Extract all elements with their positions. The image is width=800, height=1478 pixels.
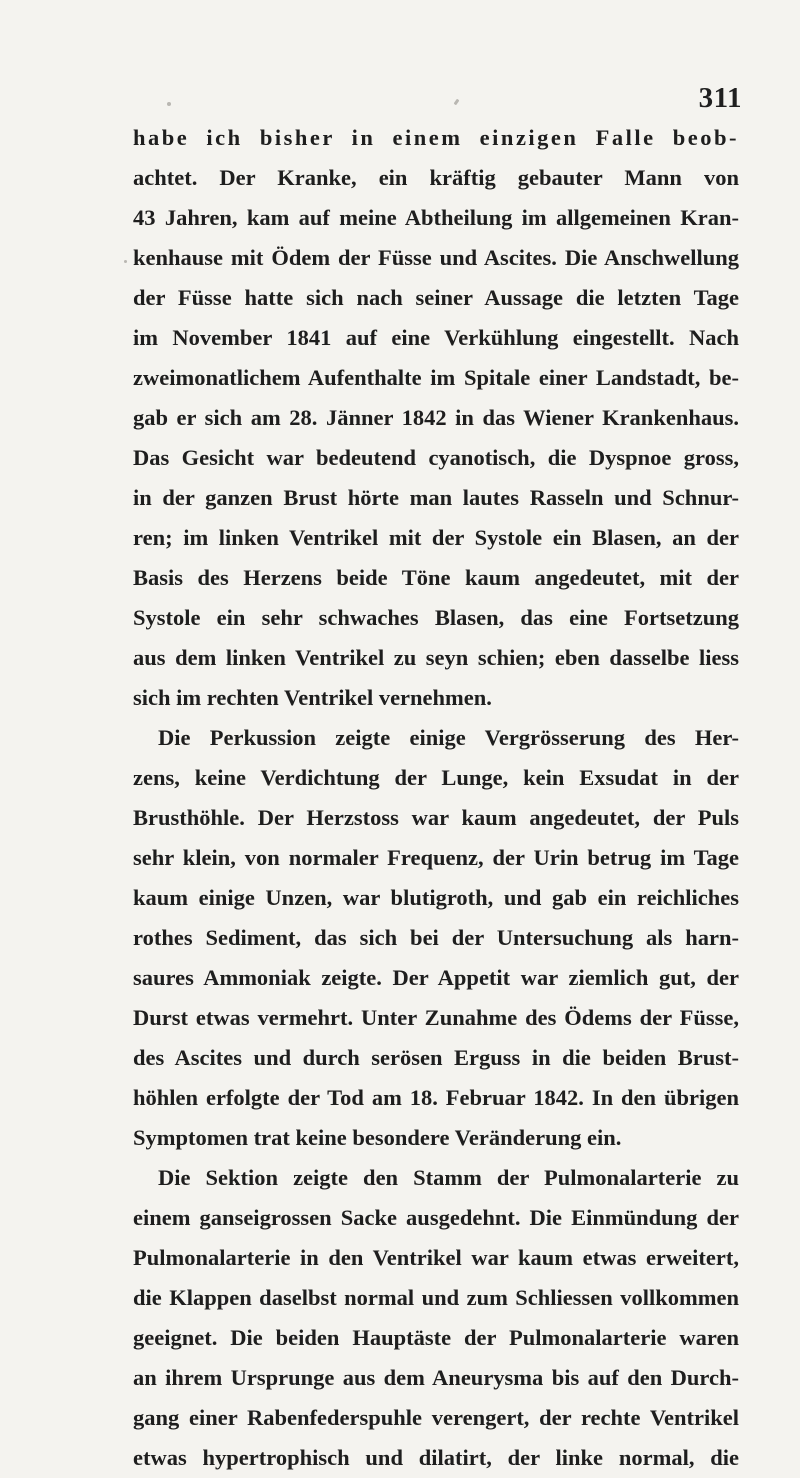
body-text	[133, 118, 739, 1478]
text-line: an ihrem Ursprunge aus dem Aneurysma bis auf den Durch-	[133, 1365, 739, 1390]
text-line: ren; im linken Ventrikel mit der Systole ein Blasen, an der	[133, 525, 739, 550]
text-line: gang einer Rabenfederspuhle verengert, der rechte Ventrikel	[133, 1405, 739, 1430]
paper-speck	[167, 102, 171, 106]
text-line: 43 Jahren, kam auf meine Abtheilung im allgemeinen Kran-	[133, 205, 739, 230]
text-line: Systole ein sehr schwaches Blasen, das eine Fortsetzung	[133, 605, 739, 630]
text-line: Durst etwas vermehrt. Unter Zunahme des Ödems der Füsse,	[133, 1005, 739, 1030]
text-line: geeignet. Die beiden Hauptäste der Pulmonalarterie waren	[133, 1325, 739, 1350]
paragraph-end-line: sich im rechten Ventrikel vernehmen.	[133, 685, 492, 710]
text-line: Pulmonalarterie in den Ventrikel war kaum etwas erweitert,	[133, 1245, 739, 1270]
paragraph-end-line: Symptomen trat keine besondere Veränderung ein.	[133, 1125, 622, 1150]
text-line: saures Ammoniak zeigte. Der Appetit war ziemlich gut, der	[133, 965, 739, 990]
text-line: sehr klein, von normaler Frequenz, der Urin betrug im Tage	[133, 845, 739, 870]
text-line: achtet. Der Kranke, ein kräftig gebauter Mann von	[133, 165, 739, 190]
text-line: Das Gesicht war bedeutend cyanotisch, die Dyspnoe gross,	[133, 445, 739, 470]
text-line: Basis des Herzens beide Töne kaum angedeutet, mit der	[133, 565, 739, 590]
text-line: im November 1841 auf eine Verkühlung eingestellt. Nach	[133, 325, 739, 350]
text-line: Brusthöhle. Der Herzstoss war kaum angedeutet, der Puls	[133, 805, 739, 830]
text-line: höhlen erfolgte der Tod am 18. Februar 1842. In den übrigen	[133, 1085, 739, 1110]
text-line: gab er sich am 28. Jänner 1842 in das Wiener Krankenhaus.	[133, 405, 739, 430]
text-line: zweimonatlichem Aufenthalte im Spitale einer Landstadt, be-	[133, 365, 739, 390]
text-line: des Ascites und durch serösen Erguss in die beiden Brust-	[133, 1045, 739, 1070]
text-line: einem ganseigrossen Sacke ausgedehnt. Die Einmündung der	[133, 1205, 739, 1230]
page-number: 311	[698, 82, 742, 114]
text-line: der Füsse hatte sich nach seiner Aussage die letzten Tage	[133, 285, 739, 310]
text-line: zens, keine Verdichtung der Lunge, kein Exsudat in der	[133, 765, 739, 790]
text-line: kaum einige Unzen, war blutigroth, und gab ein reichliches	[133, 885, 739, 910]
paper-speck	[124, 260, 127, 263]
text-line: rothes Sediment, das sich bei der Untersuchung als harn-	[133, 925, 739, 950]
paper-speck	[454, 99, 460, 106]
text-line: die Klappen daselbst normal und zum Schliessen vollkommen	[133, 1285, 739, 1310]
text-line: kenhause mit Ödem der Füsse und Ascites. Die Anschwellung	[133, 245, 739, 270]
text-line: habe ich bisher in einem einzigen Falle beob-	[133, 125, 739, 150]
paragraph-start-line: Die Perkussion zeigte einige Vergrösserung des Her-	[158, 725, 739, 750]
text-line: aus dem linken Ventrikel zu seyn schien; eben dasselbe liess	[133, 645, 739, 670]
text-line: etwas hypertrophisch und dilatirt, der linke normal, die	[133, 1445, 739, 1470]
text-line: in der ganzen Brust hörte man lautes Rasseln und Schnur-	[133, 485, 739, 510]
paragraph-start-line: Die Sektion zeigte den Stamm der Pulmonalarterie zu	[158, 1165, 739, 1190]
